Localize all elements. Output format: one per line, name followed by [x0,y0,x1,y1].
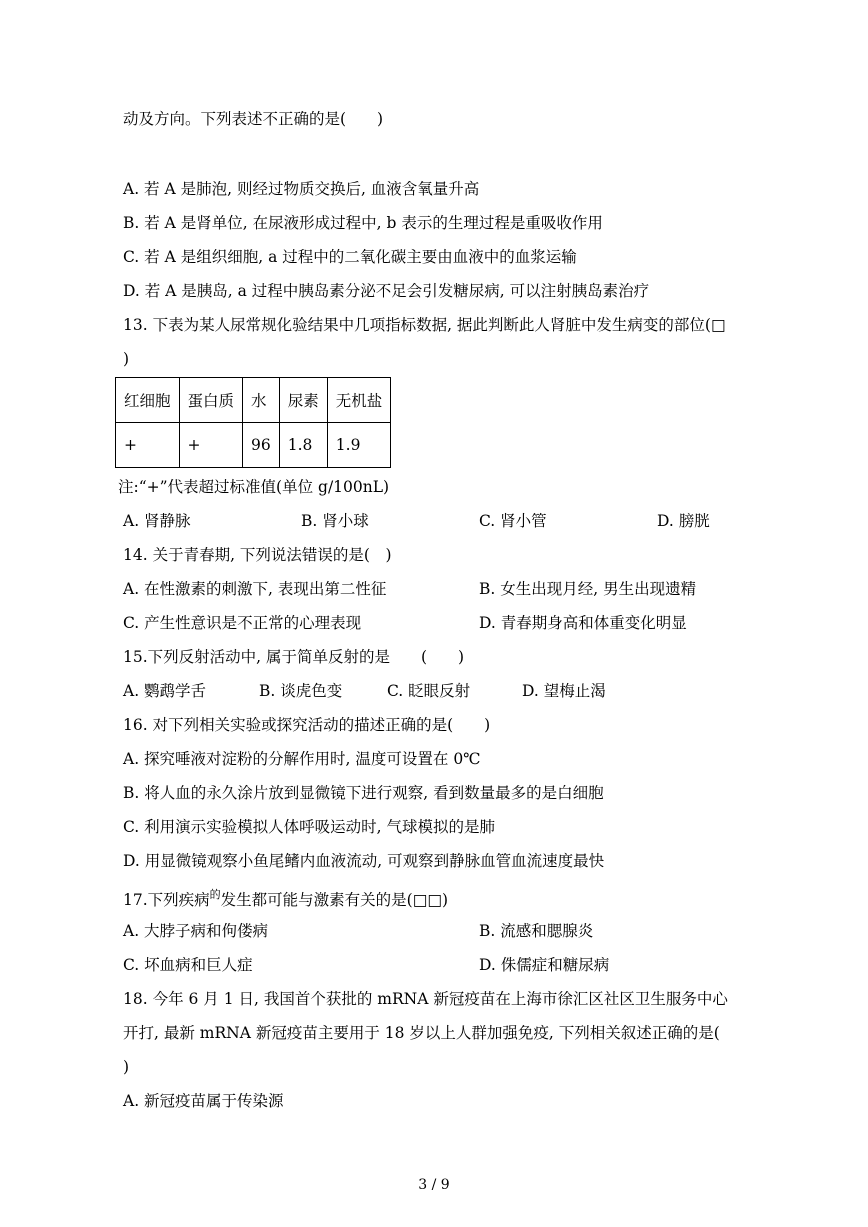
q16-stem: 16. 对下列相关实验或探究活动的描述正确的是( ) [123,716,491,734]
q13-stem-close: ) [123,350,130,368]
q17-option-c: C. 坏血病和巨人症 [123,956,253,974]
q15-option-c: C. 眨眼反射 [387,682,471,700]
q13-option-b: B. 肾小球 [301,512,369,530]
q14-option-a: A. 在性激素的刺激下, 表现出第二性征 [123,580,387,598]
q16-option-c: C. 利用演示实验模拟人体呼吸运动时, 气球模拟的是肺 [123,818,496,836]
table-note: 注:“+”代表超过标准值(单位 g/100nL) [118,478,390,496]
q16-option-a: A. 探究唾液对淀粉的分解作用时, 温度可设置在 0℃ [123,750,481,768]
q12-option-c: C. 若 A 是组织细胞, a 过程中的二氧化碳主要由血液中的血浆运输 [123,248,577,266]
q13-option-c: C. 肾小管 [479,512,547,530]
page-number: 3 / 9 [418,1177,450,1193]
table-header-cell: 水 [243,378,280,423]
q15-option-d: D. 望梅止渴 [522,682,606,700]
q12-option-a: A. 若 A 是肺泡, 则经过物质交换后, 血液含氧量升高 [123,180,480,198]
q15-option-a: A. 鹦鹉学舌 [123,682,207,700]
q16-option-d: D. 用显微镜观察小鱼尾鳍内血液流动, 可观察到静脉血管血流速度最快 [123,852,605,870]
q12-option-b: B. 若 A 是肾单位, 在尿液形成过程中, b 表示的生理过程是重吸收作用 [123,214,603,232]
table-header-cell: 无机盐 [327,378,391,423]
q18-option-a: A. 新冠疫苗属于传染源 [123,1092,284,1110]
q17-option-a: A. 大脖子病和佝偻病 [123,922,269,940]
table-cell: 1.9 [327,423,391,468]
table-cell: 1.8 [279,423,327,468]
q15-stem: 15.下列反射活动中, 属于简单反射的是 ( ) [123,648,465,666]
table-header-cell: 尿素 [279,378,327,423]
q18-stem-line: ) [123,1058,130,1076]
table-header-cell: 蛋白质 [179,378,243,423]
q17-option-b: B. 流感和腮腺炎 [479,922,594,940]
q17-option-d: D. 侏儒症和糖尿病 [479,956,610,974]
q18-stem-line: 开打, 最新 mRNA 新冠疫苗主要用于 18 岁以上人群加强免疫, 下列相关叙述正确的是( [123,1024,720,1042]
table-cell: 96 [243,423,280,468]
q17-stem [123,884,448,911]
q14-stem: 14. 关于青春期, 下列说法错误的是( ) [123,546,392,564]
q18-stem-line: 18. 今年 6 月 1 日, 我国首个获批的 mRNA 新冠疫苗在上海市徐汇区社区卫生服务中心 [123,990,728,1008]
q13-option-d: D. 膀胱 [657,512,710,530]
q17-stem-part: 17.下列疾病 [123,891,210,909]
q14-option-d: D. 青春期身高和体重变化明显 [479,614,687,632]
q12-stem-tail: 动及方向。下列表述不正确的是( ) [123,110,384,128]
table-row [116,423,391,468]
table-header-row [116,378,391,423]
q17-stem-superscript: 的 [209,888,221,901]
q15-option-b: B. 谈虎色变 [259,682,343,700]
table-cell: + [116,423,180,468]
q16-option-b: B. 将人血的永久涂片放到显微镜下进行观察, 看到数量最多的是白细胞 [123,784,604,802]
table-cell: + [179,423,243,468]
urine-test-table [115,377,391,468]
q13-stem: 13. 下表为某人尿常规化验结果中几项指标数据, 据此判断此人肾脏中发生病变的部位(□ [123,316,726,334]
q12-option-d: D. 若 A 是胰岛, a 过程中胰岛素分泌不足会引发糖尿病, 可以注射胰岛素治疗 [123,282,650,300]
q14-option-c: C. 产生性意识是不正常的心理表现 [123,614,362,632]
q14-option-b: B. 女生出现月经, 男生出现遗精 [479,580,697,598]
table-header-cell: 红细胞 [116,378,180,423]
q17-stem-part: 发生都可能与激素有关的是(□□) [220,891,449,909]
q13-option-a: A. 肾静脉 [123,512,191,530]
